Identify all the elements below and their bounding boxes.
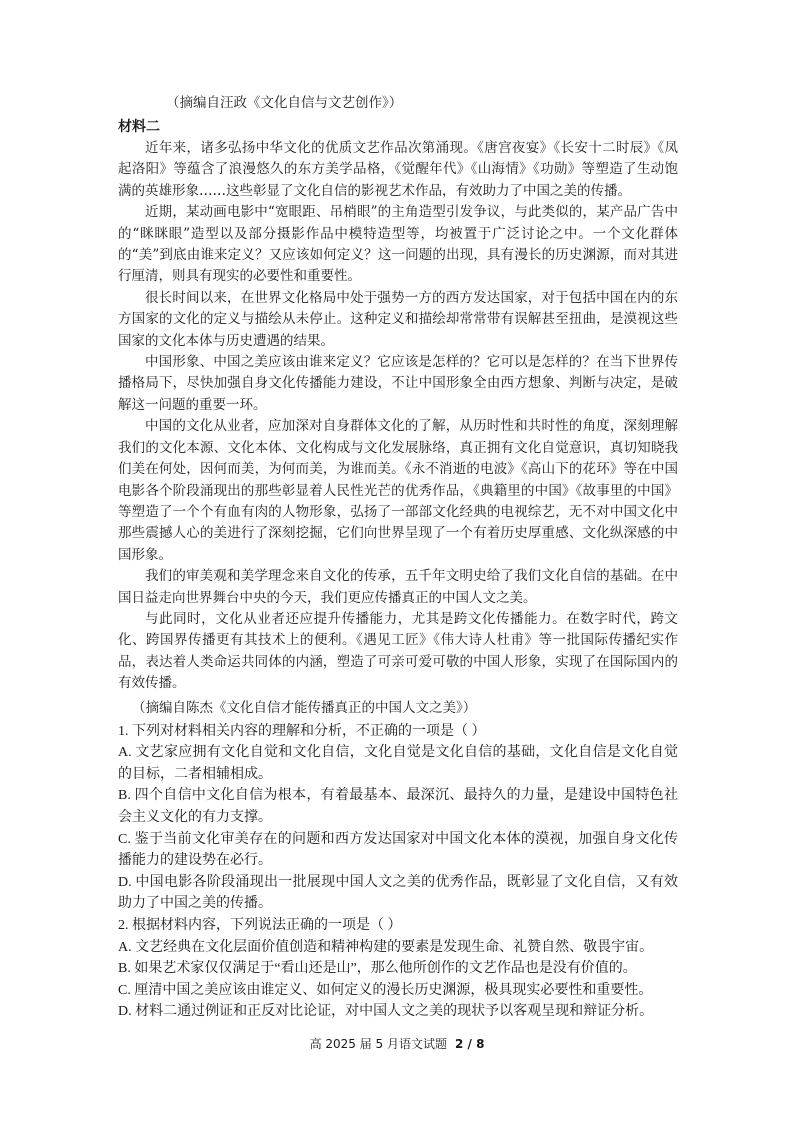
option-a: A. 文艺家应拥有文化自觉和文化自信，文化自觉是文化自信的基础，文化自信是文化自觉的目标，二者相辅相成。 xyxy=(118,745,678,782)
option-a: A. 文艺经典在文化层面价值创造和精神构建的要素是发现生命、礼赞自然、敬畏宇宙。 xyxy=(118,939,654,955)
page-footer xyxy=(0,1036,794,1052)
section-title-material-two: 材料二 xyxy=(118,119,160,135)
option-c: C. 厘清中国之美应该由谁定义、如何定义的漫长历史渊源，极具现实必要性和重要性。 xyxy=(118,982,653,998)
paragraph: 与此同时，文化从业者还应提升传播能力，尤其是跨文化传播能力。在数字时代，跨文化、跨国界传播更有其技术上的便利。《遇见工匠》《伟大诗人杜甫》等一批国际传播纪实作品，表达着人类命运共同体的内涵，塑造了可亲可爱可敬的中国人形象，实现了在国际国内的有效传播。 xyxy=(118,610,678,692)
exam-title: 高 2025 届 5 月语文试题 xyxy=(309,1037,447,1051)
paragraph: 中国的文化从业者，应加深对自身群体文化的了解，从历时性和共时性的角度，深刻理解我们的文化本源、文化本体、文化构成与文化发展脉络，真正拥有文化自觉意识，真切知晓我们美在何处，因何而美，为何而美，为谁而美。《永不消逝的电波》《高山下的花环》等在中国电影各个阶段涌现出的那些彰显着人民性光芒的优秀作品，《典籍里的中国》《故事里的中国》等塑造了一个个有血有肉的人物形象，弘扬了一部部文化经典的电视综艺，无不对中国文化中那些震撼人心的美进行了深刻挖掘，它们向世界呈现了一个有着历史厚重感、文化纵深感的中国形象。 xyxy=(118,418,678,563)
question-1 xyxy=(118,721,678,915)
question-stem: 2. 根据材料内容，下列说法正确的一项是（ ） xyxy=(118,917,402,933)
option-b: B. 四个自信中文化自信为根本，有着最基本、最深沉、最持久的力量，是建设中国特色社会主义文化的有力支撑。 xyxy=(118,788,678,825)
option-b: B. 如果艺术家仅仅满足于“看山还是山”，那么他所创作的文艺作品也是没有价值的。 xyxy=(118,961,637,977)
option-c: C. 鉴于当前文化审美存在的问题和西方发达国家对中国文化本体的漠视，加强自身文化传播能力的建设势在必行。 xyxy=(118,831,678,869)
option-d: D. 材料二通过例证和正反对比论证，对中国人文之美的现状予以客观呈现和辩证分析。 xyxy=(118,1004,654,1020)
paragraph: 中国形象、中国之美应该由谁来定义？它应该是怎样的？它可以是怎样的？在当下世界传播格局下，尽快加强自身文化传播能力建设，不让中国形象全由西方想象、判断与决定，是破解这一问题的重要一环。 xyxy=(118,354,678,413)
paragraph: 近期，某动画电影中“宽眼距、吊梢眼”的主角造型引发争议，与此类似的，某产品广告中的“眯眯眼”造型以及部分摄影作品中模特造型等，均被置于广泛讨论之中。一个文化群体的“美”到底由谁来定义？又应该如何定义？这一问题的出现，具有漫长的历史渊源，而对其进行厘清，则具有现实的必要性和重要性。 xyxy=(118,204,678,285)
page-content xyxy=(118,92,678,1023)
page-number: 2 / 8 xyxy=(455,1037,485,1051)
material-two-source: （摘编自陈杰《文化自信才能传播真正的中国人文之美》） xyxy=(132,699,477,716)
questions xyxy=(118,721,678,1023)
material-two-body xyxy=(118,138,678,695)
question-2 xyxy=(118,915,678,1023)
paragraph: 近年来，诸多弘扬中华文化的优质文艺作品次第涌现。《唐宫夜宴》《长安十二时辰》《凤起洛阳》等蕴含了浪漫悠久的东方美学品格，《觉醒年代》《山海情》《功勋》等塑造了生动饱满的英雄形象……这些彰显了文化自信的影视艺术作品，有效助力了中国之美的传播。 xyxy=(118,140,678,199)
material-one-source: （摘编自汪政《文化自信与文艺创作》） xyxy=(166,95,403,111)
option-d: D. 中国电影各阶段涌现出一批展现中国人文之美的优秀作品，既彰显了文化自信，又有效助力了中国之美的传播。 xyxy=(118,874,678,912)
question-stem: 1. 下列对材料相关内容的理解和分析，不正确的一项是（ ） xyxy=(118,723,486,739)
paragraph: 很长时间以来，在世界文化格局中处于强势一方的西方发达国家，对于包括中国在内的东方国家的文化的定义与描绘从未停止。这种定义和描绘却常常带有误解甚至扭曲，是漠视这些国家的文化本体与历史遭遇的结果。 xyxy=(118,289,678,349)
paragraph: 我们的审美观和美学理念来自文化的传承，五千年文明史给了我们文化自信的基础。在中国日益走向世界舞台中央的今天，我们更应传播真正的中国人文之美。 xyxy=(118,568,678,606)
